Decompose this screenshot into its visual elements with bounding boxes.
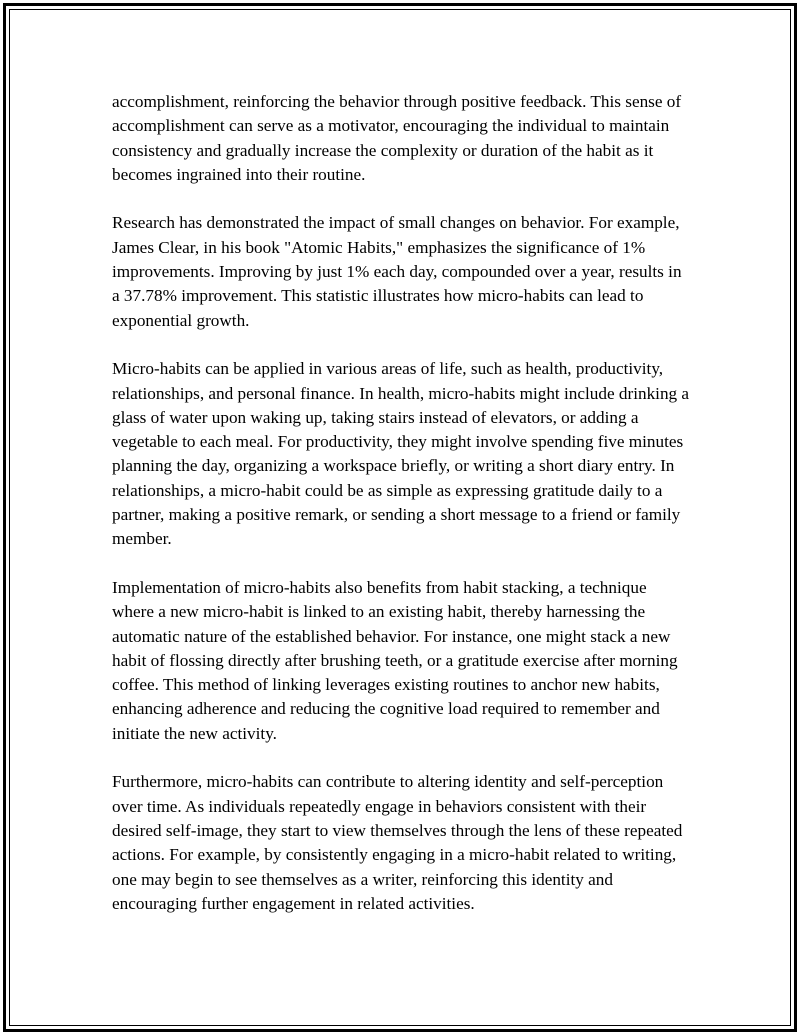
paragraph-habit-stacking: Implementation of micro-habits also benefits from habit stacking, a technique where a new micro-habit is linked to an existing habit, thereby harnessing the automatic nature of the established behavior. For instance, one might stack a new habit of flossing directly after brushing teeth, or a gratitude exercise after morning coffee. This method of linking leverages existing routines to anchor new habits, enhancing adherence and reducing the cognitive load required to remember and initiate the new activity. [112, 577, 678, 743]
paragraph-applications: Micro-habits can be applied in various areas of life, such as health, productivity, relationships, and personal finance. In health, micro-habits might include drinking a glass of water upon waking up, taking stairs instead of elevators, or adding a vegetable to each meal. For productivity, they might involve spending five minutes planning the day, organizing a workspace briefly, or writing a short diary entry. In relationships, a micro-habit could be as simple as expressing gratitude daily to a partner, making a positive remark, or sending a short message to a friend or family member. [112, 359, 690, 549]
paragraph-identity: Furthermore, micro-habits can contribute to altering identity and self-perception over time. As individuals repeatedly engage in behaviors consistent with their desired self-image, they start to view themselves through the lens of these repeated actions. For example, by consistently engaging in a micro-habit related to writing, one may begin to see themselves as a writer, reinforcing this identity and encouraging further engagement in related activities. [112, 772, 683, 913]
document-body [112, 90, 692, 940]
paragraph-accomplishment: accomplishment, reinforcing the behavior through positive feedback. This sense of accomplishment can serve as a motivator, encouraging the individual to maintain consistency and gradually increase the complexity or duration of the habit as it becomes ingrained into their routine. [112, 92, 682, 184]
paragraph-research: Research has demonstrated the impact of small changes on behavior. For example, James Clear, in his book "Atomic Habits," emphasizes the significance of 1% improvements. Improving by just 1% each day, compounded over a year, results in a 37.78% improvement. This statistic illustrates how micro-habits can lead to exponential growth. [112, 213, 682, 330]
